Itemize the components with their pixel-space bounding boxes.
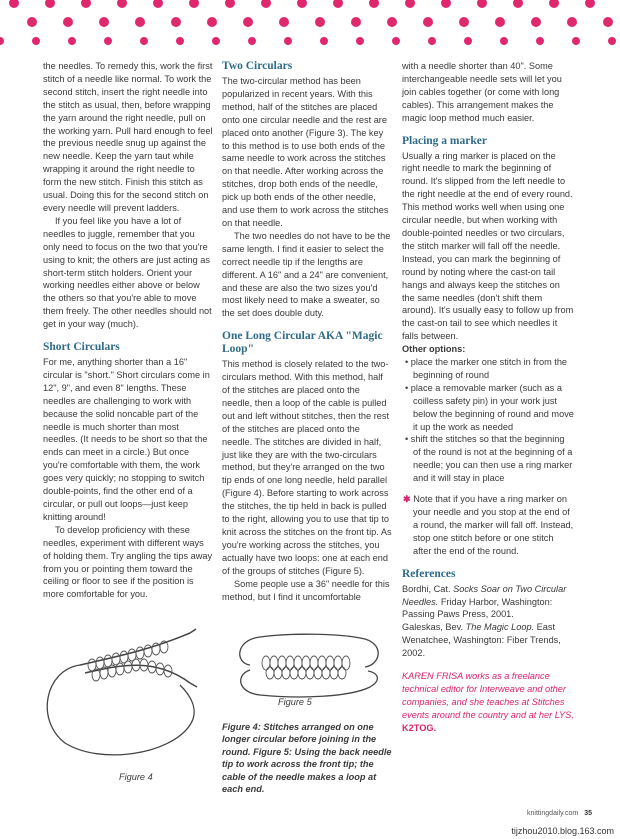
page-footer bbox=[527, 810, 592, 817]
column-2 bbox=[222, 60, 392, 603]
figure-4-label: Figure 4 bbox=[119, 772, 153, 782]
column-3 bbox=[402, 60, 574, 735]
reference-author: Bordhi, Cat. bbox=[402, 583, 454, 594]
reference-publisher: East Wenatchee, Washington: Fiber Trends, 2002. bbox=[402, 622, 561, 659]
figure-5-illustration bbox=[230, 625, 390, 705]
reference-title: Socks Soar on Two Circular Needles. bbox=[402, 583, 567, 607]
body-paragraph: The two needles do not have to be the same length. I find it easier to select the correct needle tip if the lengths are different. A 16" and a 24" are convenient, and these are also the two sizes you'd most likely need to make a sweater, so the set does double duty. bbox=[222, 230, 391, 319]
heading-two-circulars: Two Circulars bbox=[222, 60, 293, 72]
footer-site: knittingdaily.com bbox=[527, 810, 579, 817]
dot-pattern bbox=[0, 0, 616, 45]
heading-placing-a-marker: Placing a marker bbox=[402, 134, 487, 147]
reference-author: Galeskas, Bev. bbox=[402, 622, 466, 633]
other-options-title: Other options: bbox=[402, 344, 466, 355]
note-paragraph bbox=[402, 493, 574, 558]
author-bio bbox=[402, 670, 574, 735]
column-1 bbox=[43, 60, 213, 601]
author-bio-text: KAREN FRISA works as a freelance technical editor for Interweave and other companies, and she teaches at Stitches events around the country and at her LYS, bbox=[402, 671, 574, 720]
body-paragraph: This method is closely related to the two-circulars method. With this method, half of the stitches are placed onto the needle, then a loop of the cable is pulled out and left without stitches, then the rest of the stitches are placed onto the needle. The stitches are divided in half, just like they are with the two-circulars method, but they're arranged on the two tip ends of one long needle, held parallel (Figure 4). Before starting to work across the stitches, the tip held in back is pulled to the right, allowing you to use that tip to knit across the stitches on the front tip. As you're working across the stitches, you actually have two loops: one at each end of the groups of stitches (Figure 5). bbox=[222, 359, 392, 576]
list-item bbox=[402, 356, 574, 382]
reference-item bbox=[402, 621, 574, 660]
asterisk-icon: ✱ bbox=[403, 494, 414, 505]
figure-5-label: Figure 5 bbox=[278, 697, 312, 707]
page-number: 35 bbox=[584, 810, 593, 817]
heading-references: References bbox=[402, 567, 456, 580]
bullet-icon: • bbox=[405, 357, 411, 368]
reference-publisher: Friday Harbor, Washington: Passing Paws Press, 2001. bbox=[402, 596, 553, 620]
bullet-icon: • bbox=[405, 434, 411, 445]
watermark: tijzhou2010.blog.163.com bbox=[511, 826, 614, 836]
list-item bbox=[402, 433, 574, 485]
reference-item bbox=[402, 583, 574, 622]
body-paragraph: Usually a ring marker is placed on the right needle to mark the beginning of round. It's slipped from the left needle to the right needle at the end of every round. This method works well when using one circular needle, but when working with double-pointed needles or two circulars, the stitch marker will fall off the needle. Instead, you can mark the beginning of round by noting where the cast-on tail hangs and always keep the stitches on the same needles (don't shift them around). It's usually easy to follow up from the cast-on tail to see which needles it falls between. bbox=[402, 150, 574, 342]
note-text: Note that if you have a ring marker on your needle and you stop at the end of a round, the marker will fall off. Instead, stop one stitch before or one stitch after the end of the round. bbox=[413, 494, 574, 556]
bullet-icon: • bbox=[405, 382, 411, 393]
figure-caption: Figure 4: Stitches arranged on one longer circular before joining in the round. Figure 5: Using the back needle tip to work across the front tip; the cable of the needle makes a loop at each end. bbox=[222, 722, 392, 795]
body-paragraph: Some people use a 36" needle for this method, but I find it uncomfortable bbox=[222, 578, 390, 602]
body-paragraph: For me, anything shorter than a 16" circular is "short." Short circulars come in 12", 9", and even 8" lengths. These needles are challenging to work with because the solid noncable part of the needle is much shorter than most needles. (It needs to be short so that the ends can meet in a circle.) But once you're comfortable with them, the work goes very quickly; no stopping to switch double-points, find the other end of a circular, or pull out loops—just keep knitting around! bbox=[43, 357, 210, 522]
body-paragraph: The two-circular method has been popularized in recent years. With this method, half of the stitches are placed onto one circular needle and the rest are placed onto another (Figure 3). The key to this method is to use both ends of the same needle to work across the stitches on that needle. After working across the stitches, drop both ends of the needle, pick up both ends of the other needle, and use them to work across the stitches on that needle. bbox=[222, 76, 389, 228]
author-bio-shop: K2TOG. bbox=[402, 722, 437, 733]
heading-short-circulars: Short Circulars bbox=[43, 341, 120, 354]
list-item-text: place a removable marker (such as a coilless safety pin) in your work just below the beginning of round and move it up the work as needed bbox=[410, 382, 574, 432]
list-item-text: place the marker one stitch in from the beginning of round bbox=[410, 357, 568, 380]
body-paragraph: with a needle shorter than 40". Some interchangeable needle sets will let you join cables together (or come with long cables). This arrangement makes the magic loop method much easier. bbox=[402, 61, 562, 123]
list-item-text: shift the stitches so that the beginning of the round is not at the beginning of a needle; you can then use a ring marker and it will stay in place bbox=[410, 434, 573, 484]
dot-pattern-border bbox=[0, 0, 620, 48]
list-item bbox=[402, 382, 574, 434]
heading-magic-loop: One Long Circular AKA "Magic Loop" bbox=[222, 330, 383, 356]
body-paragraph: the needles. To remedy this, work the first stitch of a needle like normal. To work the second stitch, insert the right needle into the stitch as usual, then, before wrapping the yarn around the right needle, pull on the working yarn. Pull hard enough to feel the previous needle snug up against the new needle. Keep the yarn taut while wrapping it around the right needle to form the new stitch. Finish this stitch as usual. Doing this for the second stitch on every needle will prevent ladders. bbox=[43, 61, 213, 213]
figure-4-illustration bbox=[40, 625, 215, 770]
reference-title: The Magic Loop. bbox=[465, 622, 535, 633]
body-paragraph: To develop proficiency with these needles, experiment with different ways of holding them. Try angling the tips away from you or pointing them toward the ceiling or floor to see if the position is more comfortable for you. bbox=[43, 524, 213, 600]
body-paragraph: If you feel like you have a lot of needles to juggle, remember that you only need to focus on the two that you're using to knit; the others are just acting as short-term stitch holders. Orient your working needles either above or below the others so that you're able to move them freely. The other needles should not get in your way (much). bbox=[43, 215, 212, 330]
